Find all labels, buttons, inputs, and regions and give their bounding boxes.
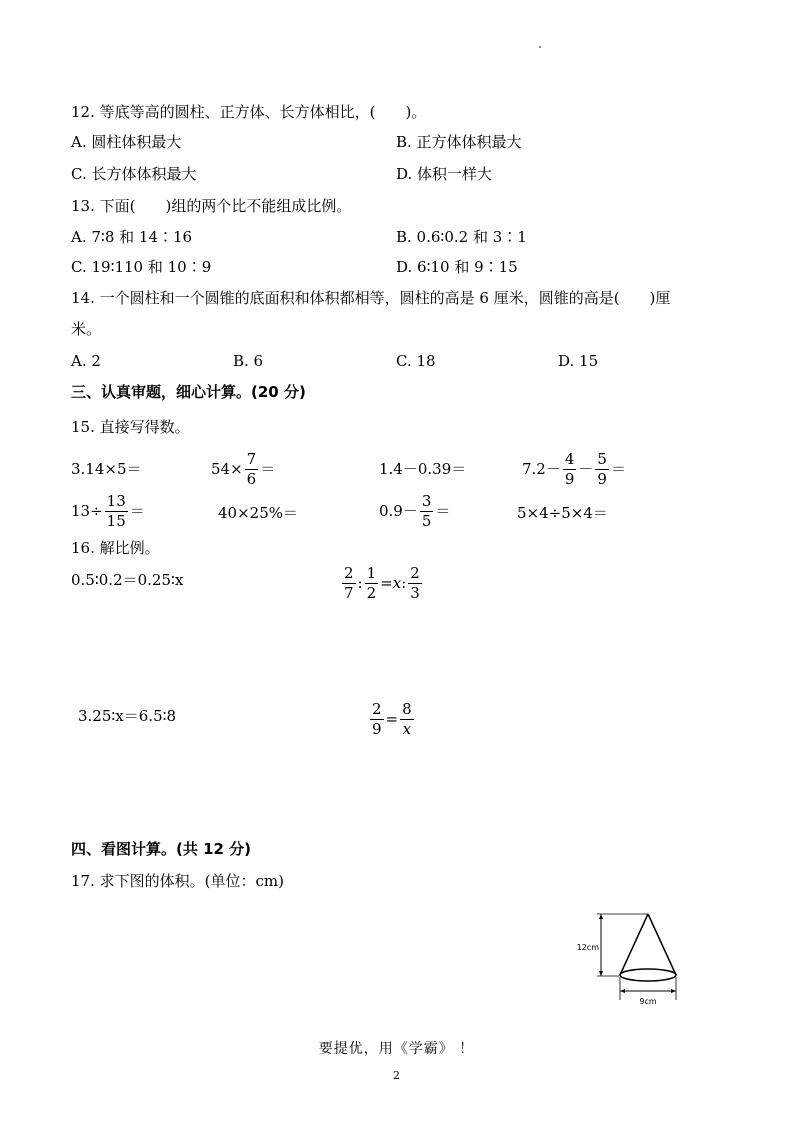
- q15-r2c1-pre: 13÷: [71, 502, 103, 520]
- q16-problem-1: 0.5∶0.2＝0.25∶x: [71, 571, 184, 589]
- q15-r1c4: [522, 452, 626, 487]
- denominator: 2: [366, 584, 377, 602]
- q15-r1c2-post: ＝: [260, 460, 276, 478]
- q12-option-b: B. 正方体体积最大: [396, 133, 522, 151]
- q12-option-a: A. 圆柱体积最大: [71, 133, 182, 151]
- q15-r2c3-pre: 0.9－: [379, 502, 418, 520]
- q15-r2c2: 40×25%＝: [218, 504, 298, 522]
- q15-r1c1: 3.14×5＝: [71, 460, 142, 478]
- arrow-up-icon: [599, 914, 603, 919]
- q15-r2c1-post: ＝: [129, 502, 145, 520]
- q16-p2-variable: x: [392, 574, 402, 592]
- numerator: 2: [344, 564, 354, 582]
- denominator: 7: [344, 584, 354, 602]
- q15-r2c3: [379, 494, 450, 529]
- arrow-right-icon: [671, 989, 676, 993]
- q17-stem: 17. 求下图的体积。(单位：cm): [71, 872, 284, 890]
- diameter-label: 9cm: [639, 997, 657, 1006]
- denominator: 15: [106, 512, 126, 530]
- q16-p4-fraction-2: [400, 702, 414, 737]
- q14-stem-line1: 14. 一个圆柱和一个圆锥的底面积和体积都相等，圆柱的高是 6 厘米，圆锥的高是( )厘: [71, 289, 671, 307]
- q15-r1c3: 1.4－0.39＝: [379, 460, 467, 478]
- numerator: 13: [106, 492, 126, 510]
- q16-p2-equals: =: [380, 574, 393, 592]
- q12-option-d: D. 体积一样大: [396, 165, 493, 183]
- numerator: 3: [421, 492, 432, 510]
- numerator: 4: [564, 450, 575, 468]
- section4-title: 四、看图计算。(共 12 分): [71, 840, 252, 858]
- q15-r1c4-fraction-2: [595, 452, 609, 487]
- arrow-left-icon: [620, 989, 625, 993]
- q15-r1c4-fraction-1: [563, 452, 577, 487]
- q16-stem: 16. 解比例。: [71, 539, 160, 557]
- q15-r2c1: [71, 494, 145, 529]
- q15-r1c2-fraction: [245, 452, 259, 487]
- q12-option-c: C. 长方体体积最大: [71, 165, 197, 183]
- q16-p2-colon-1: :: [357, 574, 363, 592]
- numerator: 2: [372, 700, 382, 718]
- numerator: 1: [366, 564, 377, 582]
- q15-r1c2: [211, 452, 275, 487]
- cone-left-edge: [620, 914, 648, 975]
- q14-stem-line2: 米。: [71, 320, 102, 338]
- denominator: 6: [246, 470, 257, 488]
- q16-problem-4: [368, 702, 416, 737]
- q15-stem: 15. 直接写得数。: [71, 418, 190, 436]
- numerator: 8: [402, 700, 412, 718]
- q16-p2-fraction-2: [365, 566, 379, 601]
- q16-p4-fraction-1: [370, 702, 384, 737]
- q15-r1c4-mid: －: [578, 460, 594, 478]
- q14-option-b: B. 6: [233, 352, 264, 370]
- cone-figure: [570, 905, 690, 1010]
- q15-r2c1-fraction: [105, 494, 128, 529]
- q13-option-b: B. 0.6∶0.2 和 3∶1: [396, 228, 527, 246]
- height-label: 12cm: [576, 943, 599, 952]
- q16-problem-2: [340, 566, 424, 601]
- numerator: 5: [597, 450, 607, 468]
- q13-option-d: D. 6∶10 和 9∶15: [396, 258, 518, 276]
- q16-p2-fraction-1: [342, 566, 356, 601]
- numerator: 7: [246, 450, 257, 468]
- page-number: 2: [393, 1069, 400, 1082]
- q15-r2c3-fraction: [420, 494, 434, 529]
- q14-option-c: C. 18: [396, 352, 436, 370]
- q15-r1c4-post: ＝: [610, 460, 626, 478]
- arrow-down-icon: [599, 971, 603, 976]
- cone-base-ellipse: [620, 969, 676, 981]
- scan-dot: [539, 46, 541, 48]
- q15-r1c2-pre: 54×: [211, 460, 243, 478]
- q12-stem: 12. 等底等高的圆柱、正方体、长方体相比，( )。: [71, 103, 427, 121]
- q16-problem-3: 3.25∶x＝6.5∶8: [78, 707, 177, 725]
- q15-r1c4-pre: 7.2－: [522, 460, 561, 478]
- q15-r2c3-post: ＝: [435, 502, 451, 520]
- denominator: 9: [564, 470, 575, 488]
- cone-right-edge: [648, 914, 676, 975]
- section3-title: 三、认真审题，细心计算。(20 分): [71, 383, 306, 401]
- denominator: x: [402, 720, 412, 738]
- q16-p2-colon-2: :: [401, 574, 407, 592]
- denominator: 3: [410, 584, 420, 602]
- q15-r2c4: 5×4÷5×4＝: [517, 504, 608, 522]
- denominator: 5: [421, 512, 432, 530]
- q14-option-d: D. 15: [558, 352, 599, 370]
- q13-option-a: A. 7∶8 和 14∶16: [71, 228, 193, 246]
- q13-stem: 13. 下面( )组的两个比不能组成比例。: [71, 197, 352, 215]
- denominator: 9: [597, 470, 607, 488]
- q14-option-a: A. 2: [71, 352, 101, 370]
- q13-option-c: C. 19∶110 和 10∶9: [71, 258, 212, 276]
- q16-p4-equals: =: [385, 710, 399, 728]
- denominator: 9: [372, 720, 382, 738]
- q16-p2-fraction-3: [408, 566, 422, 601]
- numerator: 2: [410, 564, 420, 582]
- footer-slogan: 要提优，用《学霸》 ！: [318, 1041, 475, 1057]
